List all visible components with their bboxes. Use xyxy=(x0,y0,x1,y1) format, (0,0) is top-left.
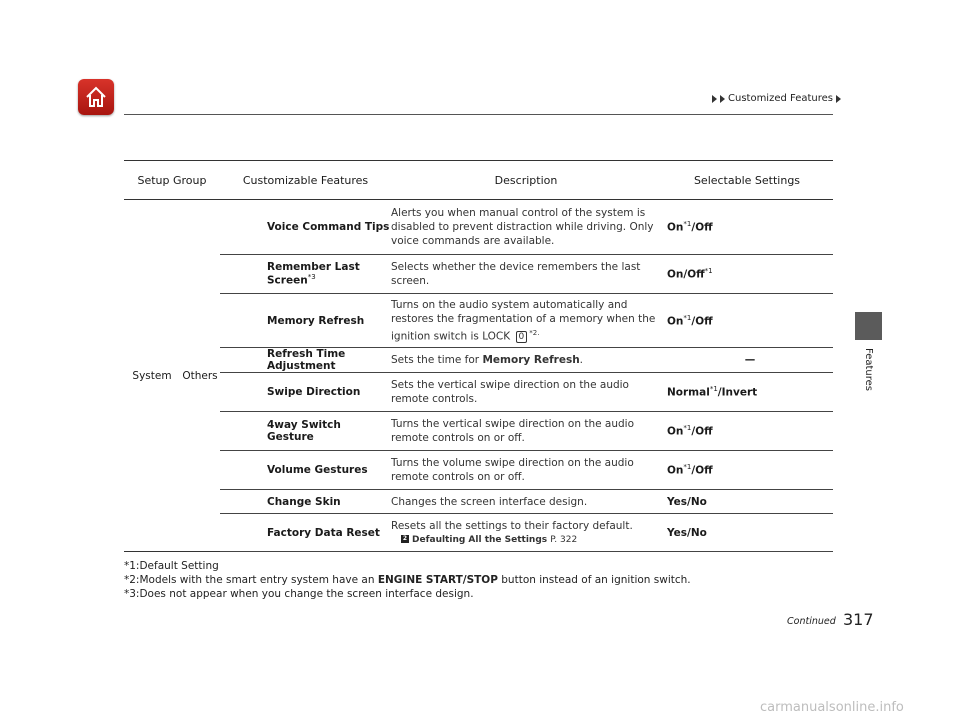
home-button[interactable] xyxy=(78,79,114,115)
breadcrumb[interactable] xyxy=(712,93,841,104)
setting-cell: On$^{*1}$/Off xyxy=(661,294,833,348)
continued-label: Continued xyxy=(787,616,836,627)
description-cell: Turns on the audio system automatically and restores the fragmentation of a memory when the ignition switch is LOCK 0 $^{*2.}$ xyxy=(391,294,661,348)
watermark: carmanualsonline.info xyxy=(760,700,904,715)
footnotes xyxy=(124,559,691,601)
table-row xyxy=(124,412,833,451)
footnote-2: *2:Models with the smart entry system have an ENGINE START/STOP button instead of an ignition switch. xyxy=(124,574,691,586)
house-icon xyxy=(84,85,108,109)
section-label: Features xyxy=(863,348,874,391)
triangle-right-icon xyxy=(720,95,725,103)
feature-volume-gestures: Volume Gestures xyxy=(220,451,391,490)
breadcrumb-label: Customized Features xyxy=(728,93,834,104)
description-cell: Turns the vertical swipe direction on the audio remote controls on or off. xyxy=(391,412,661,451)
footnote-1: *1:Default Setting xyxy=(124,560,219,572)
subgroup-cell: Others xyxy=(180,200,220,552)
header-setup-group xyxy=(124,161,220,200)
feature-change-skin: Change Skin xyxy=(220,490,391,514)
setting-cell: Yes/No xyxy=(661,514,833,552)
cross-reference-link[interactable]: 2 Defaulting All the Settings P. 322 xyxy=(402,534,578,545)
triangle-right-icon xyxy=(712,95,717,103)
reference-arrow-icon: 2 xyxy=(402,535,408,542)
setting-cell: — xyxy=(661,348,833,373)
table-row xyxy=(124,200,833,255)
setting-cell: On/Off$^{*1}$ xyxy=(661,255,833,294)
feature-remember-last-screen: Remember Last Screen$^{*3}$ xyxy=(220,255,391,294)
feature-memory-refresh: Memory Refresh xyxy=(220,294,391,348)
footnote-3: *3:Does not appear when you change the screen interface design. xyxy=(124,588,474,600)
setting-cell: Normal$^{*1}$/Invert xyxy=(661,373,833,412)
setting-cell: Yes/No xyxy=(661,490,833,514)
setting-cell: On$^{*1}$/Off xyxy=(661,451,833,490)
table-row xyxy=(124,255,833,294)
feature-4way-switch-gesture: 4way Switch Gesture xyxy=(220,412,391,451)
lock-key-icon: 0 xyxy=(516,331,528,343)
table-row xyxy=(124,294,833,348)
description-cell: Resets all the settings to their factory default. 2 Defaulting All the Settings P. 322 xyxy=(391,514,661,552)
description-cell: Turns the volume swipe direction on the audio remote controls on or off. xyxy=(391,451,661,490)
page-number: 317 xyxy=(843,610,874,629)
header-customizable-features: Customizable Features xyxy=(220,161,391,200)
feature-swipe-direction: Swipe Direction xyxy=(220,373,391,412)
table-row xyxy=(124,451,833,490)
feature-voice-command-tips: Voice Command Tips xyxy=(220,200,391,255)
table-row xyxy=(124,373,833,412)
table-row xyxy=(124,514,833,552)
setting-cell: On$^{*1}$/Off xyxy=(661,412,833,451)
table-row xyxy=(124,348,833,373)
description-cell: Sets the time for Memory Refresh. xyxy=(391,348,661,373)
description-cell: Alerts you when manual control of the system is disabled to prevent distraction while driving. Only voice commands are available. xyxy=(391,200,661,255)
table-row xyxy=(124,490,833,514)
setting-cell: On$^{*1}$/Off xyxy=(661,200,833,255)
header-selectable-settings: Selectable Settings xyxy=(661,161,833,200)
description-cell: Selects whether the device remembers the last screen. xyxy=(391,255,661,294)
customizable-features-table xyxy=(124,160,833,552)
feature-factory-data-reset: Factory Data Reset xyxy=(220,514,391,552)
header-description: Description xyxy=(391,161,661,200)
description-cell: Sets the vertical swipe direction on the audio remote controls. xyxy=(391,373,661,412)
description-cell: Changes the screen interface design. xyxy=(391,490,661,514)
group-cell: System xyxy=(124,200,180,552)
header-divider xyxy=(124,114,833,115)
header-setup-group-label: Setup Group xyxy=(137,173,207,187)
section-tab[interactable] xyxy=(855,312,882,340)
feature-refresh-time-adjustment: Refresh Time Adjustment xyxy=(220,348,391,373)
triangle-right-icon xyxy=(836,95,841,103)
